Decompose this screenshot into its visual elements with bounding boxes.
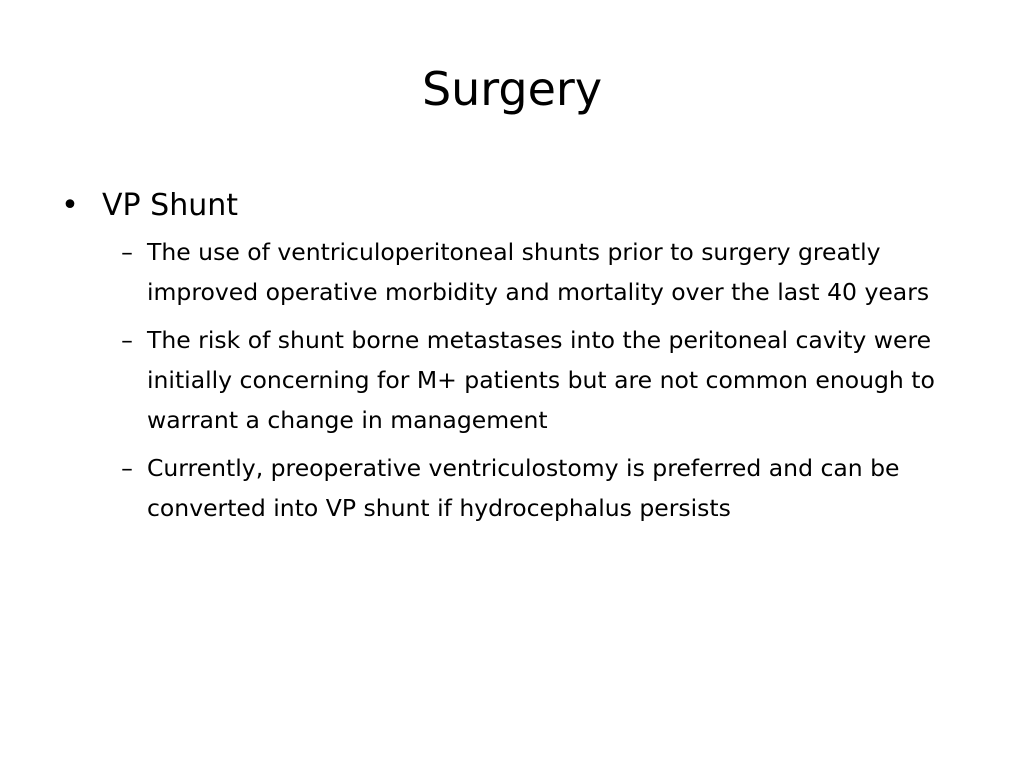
sub-bullet-text: The risk of shunt borne metastases into the peritoneal cavity were initially concerning for M+ patients but are not common enough to warrant a change in management [147, 326, 935, 434]
sub-bullet-list [60, 232, 965, 528]
sub-bullet-shunt-use [60, 232, 965, 312]
sub-bullet-text: Currently, preoperative ventriculostomy is preferred and can be converted into VP shunt if hydrocephalus persists [147, 454, 900, 522]
sub-bullet-marker: – [121, 454, 133, 482]
slide-content [60, 184, 965, 536]
sub-bullet-metastasis-risk [60, 320, 965, 440]
sub-bullet-marker: – [121, 326, 133, 354]
bullet-marker: • [61, 188, 79, 223]
bullet-text: VP Shunt [102, 188, 238, 223]
sub-bullet-ventriculostomy [60, 448, 965, 528]
slide-title: Surgery [421, 62, 603, 116]
sub-bullet-marker: – [121, 238, 133, 266]
sub-bullet-text: The use of ventriculoperitoneal shunts prior to surgery greatly improved operative morbidity and mortality over the last 40 years [147, 238, 930, 306]
bullet-vp-shunt [60, 184, 965, 228]
